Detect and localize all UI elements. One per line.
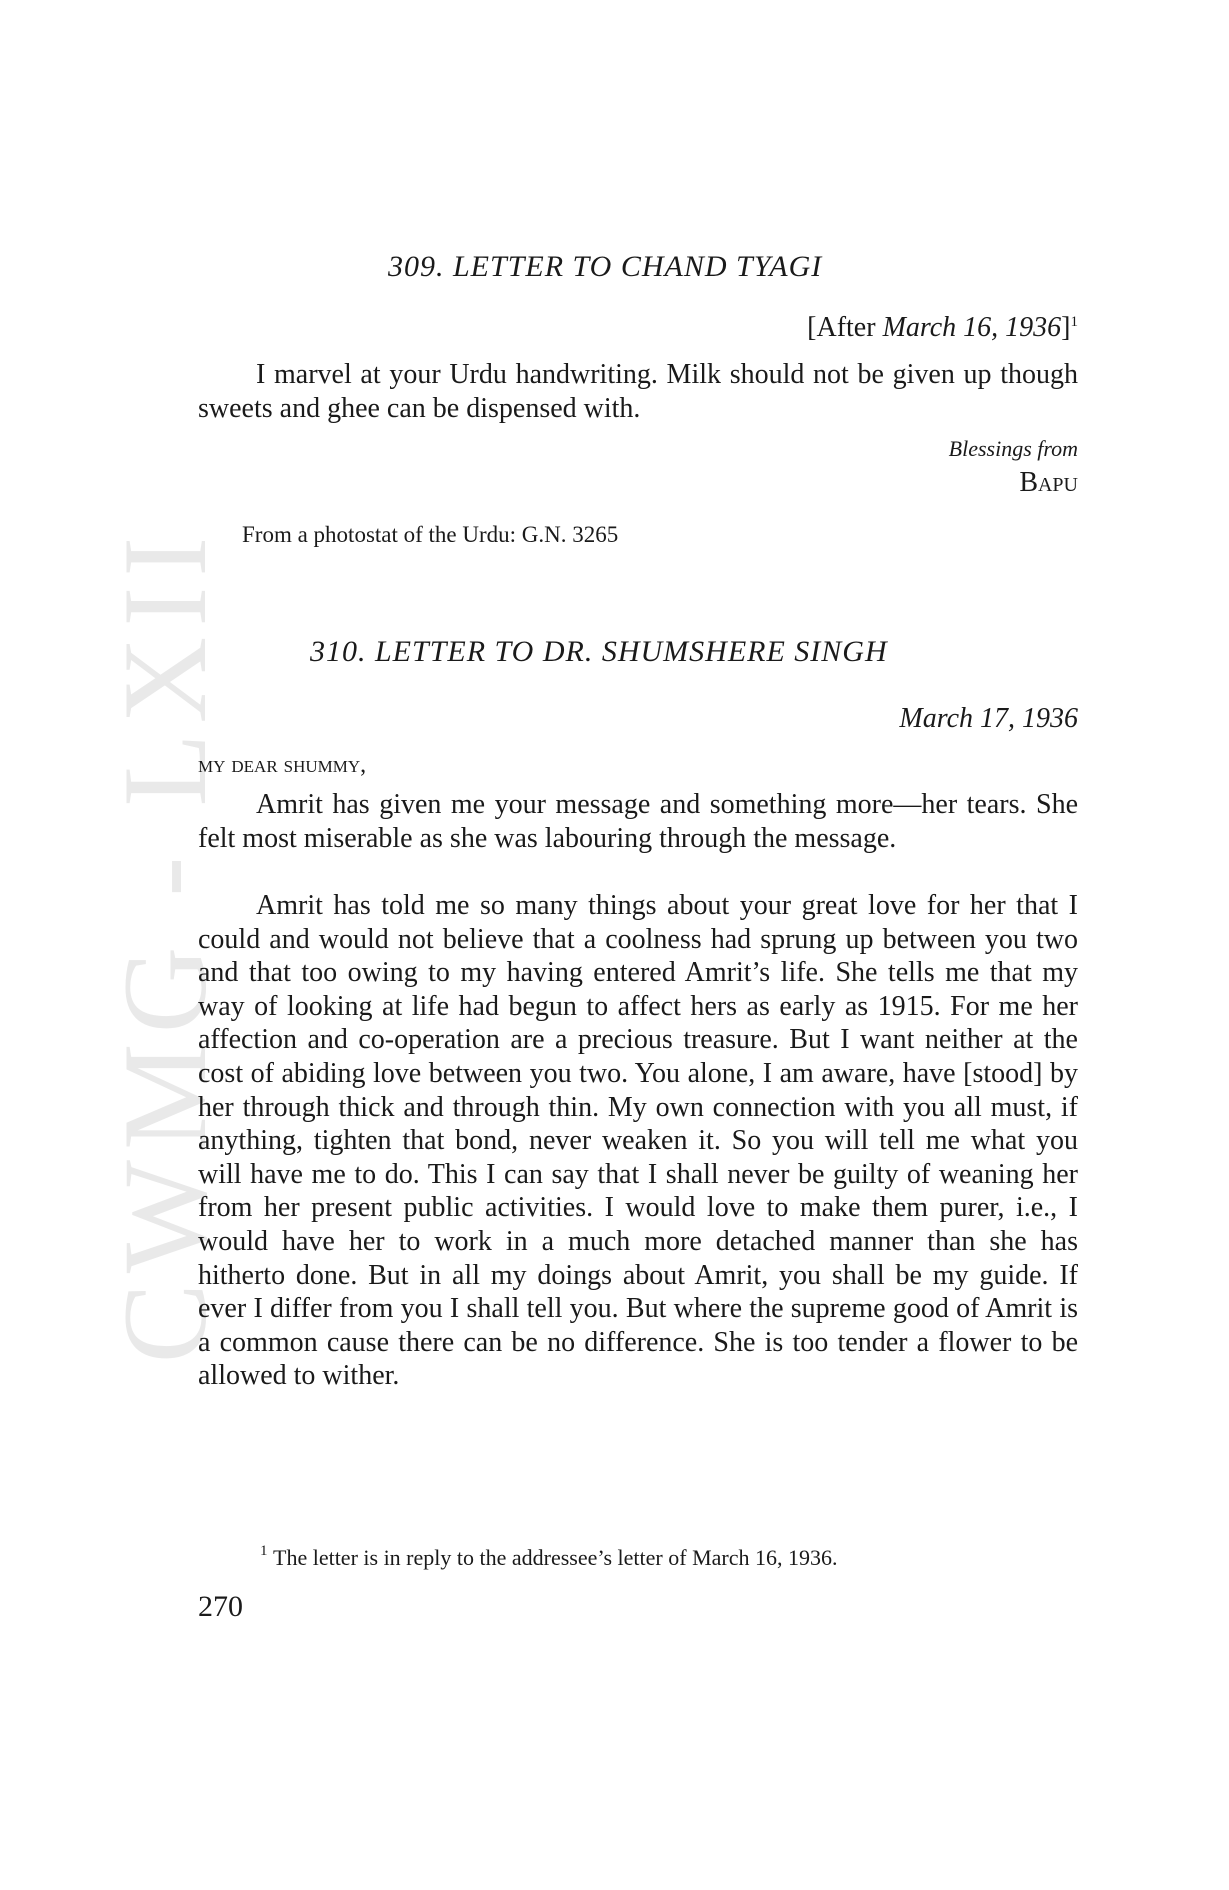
letter1-closing: Blessings from [948, 436, 1078, 461]
letter2-heading: 310. LETTER TO DR. SHUMSHERE SINGH [310, 635, 888, 668]
watermark: CWMG - LXII [98, 526, 231, 1364]
letter1-heading: 309. LETTER TO CHAND TYAGI [388, 250, 823, 283]
letter2-para1: Amrit has given me your message and something more—her tears. She felt most miserable as she was labouring through the message. [198, 789, 1078, 854]
letter2-date: March 17, 1936 [899, 703, 1078, 734]
footnote: $^1$ The letter is in reply to the addressee’s letter of March 16, 1936. [260, 1543, 838, 1570]
letter2-salutation: my dear shummy, [198, 752, 367, 778]
letter1-signature: Bapu [1019, 467, 1078, 498]
letter1-date: [After March 16, 1936]$^1$ [807, 312, 1078, 343]
letter2-para2: Amrit has told me so many things about your great love for her that I could and would not believe that a coolness had sprung up between you two and that too owing to my having entered Amrit’s life. She tells me that my way of looking at life had begun to affect hers as early as 1915. For me her affection and co-operation are a precious treasure. But I want neither at the cost of abiding love between you two. You alone, I am aware, have [stood] by her through thick and through thin. My own connection with you all must, if anything, tighten that bond, never weaken it. So you will tell me what you will have me to do. This I can say that I shall never be guilty of weaning her from her present public activities. I would love to make them purer, i.e., I would have her to work in a much more detached manner than she has hitherto done. But in all my doings about Amrit, you shall be my guide. If ever I differ from you I shall tell you. But where the supreme good of Amrit is a common cause there can be no difference. She is too tender a flower to be allowed to wither. [198, 890, 1078, 1392]
page-number: 270 [198, 1590, 243, 1623]
letter1-source: From a photostat of the Urdu: G.N. 3265 [242, 522, 619, 547]
letter1-body: I marvel at your Urdu handwriting. Milk should not be given up though sweets and ghee can be dispensed with. [198, 359, 1078, 424]
